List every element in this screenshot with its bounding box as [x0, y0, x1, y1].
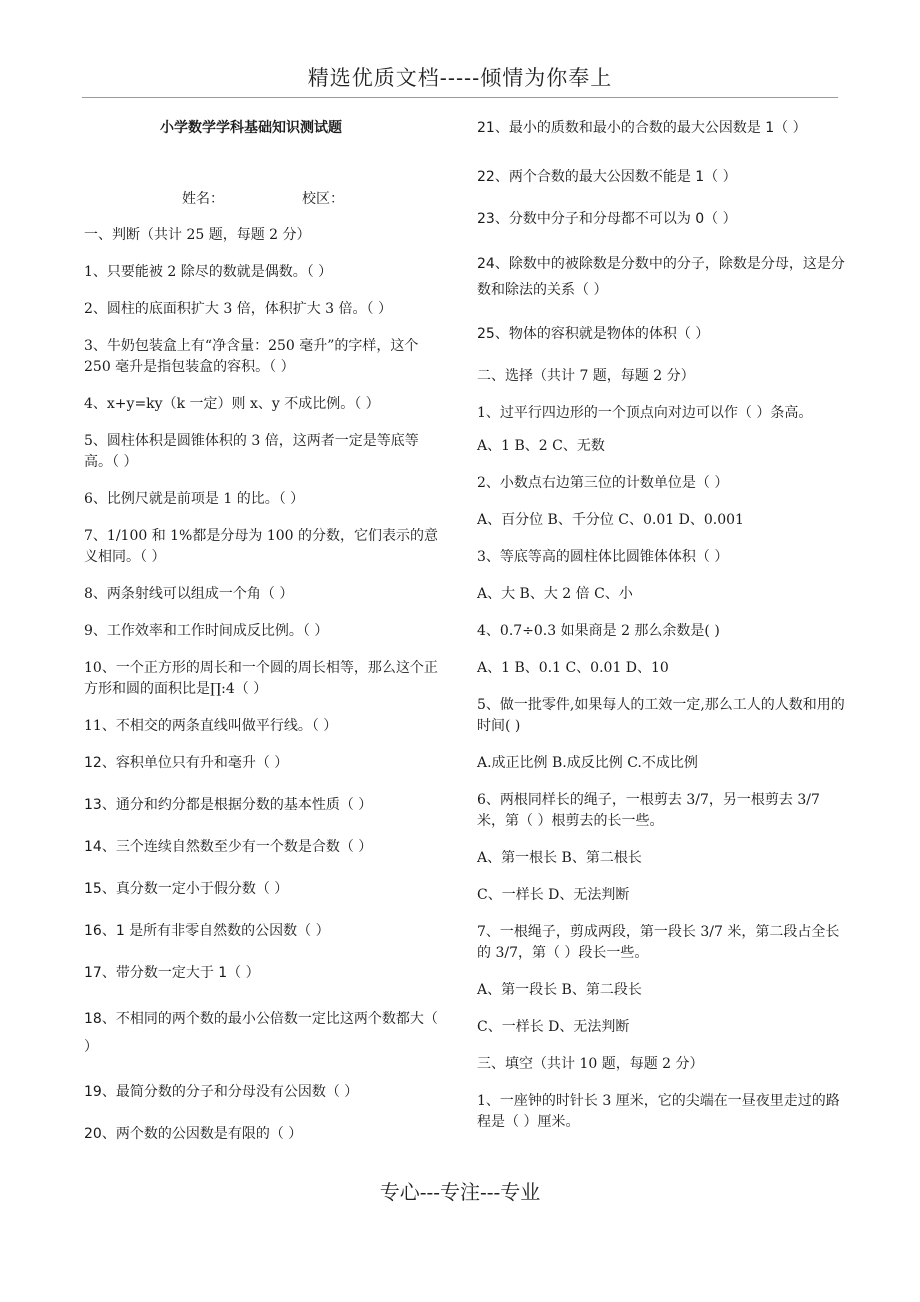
choice-options-7a: A、第一段长 B、第二段长 [477, 982, 642, 998]
question-10: 10、一个正方形的周长和一个圆的周长相等，那么这个正方形和圆的面积比是∏:4（ ） [84, 660, 438, 697]
question-22: 22、两个合数的最大公因数不能是 1（ ） [477, 169, 737, 185]
choice-question-3: 3、等底等高的圆柱体比圆锥体体积（ ） [477, 549, 729, 565]
question-16: 16、1 是所有非零自然数的公因数（ ） [84, 923, 330, 939]
question-2: 2、圆柱的底面积扩大 3 倍，体积扩大 3 倍。（ ） [84, 301, 392, 317]
question-14: 14、三个连续自然数至少有一个数是合数（ ） [84, 839, 373, 855]
question-15: 15、真分数一定小于假分数（ ） [84, 881, 289, 897]
test-title: 小学数学学科基础知识测试题 [160, 120, 342, 136]
fill-question-1: 1、一座钟的时针长 3 厘米，它的尖端在一昼夜里走过的路程是（ ）厘米。 [477, 1093, 840, 1130]
section-heading-judgment: 一、判断（共计 25 题，每题 2 分） [84, 227, 311, 243]
header-divider [82, 97, 838, 98]
choice-options-2: A、百分位 B、千分位 C、0.01 D、0.001 [477, 512, 744, 528]
question-18: 18、不相同的两个数的最小公倍数一定比这两个数都大（ ） [84, 1011, 438, 1055]
name-label: 姓名： [182, 191, 224, 207]
question-21: 21、最小的质数和最小的合数的最大公因数是 1（ ） [477, 120, 807, 136]
question-9: 9、工作效率和工作时间成反比例。（ ） [84, 623, 329, 639]
choice-options-1: A、1 B、2 C、无数 [477, 438, 605, 454]
right-column [477, 118, 845, 1133]
question-17: 17、带分数一定大于 1（ ） [84, 965, 260, 981]
choice-options-4: A、1 B、0.1 C、0.01 D、10 [477, 660, 669, 676]
question-23: 23、分数中分子和分母都不可以为 0（ ） [477, 211, 737, 227]
campus-label: 校区： [302, 191, 344, 207]
question-8: 8、两条射线可以组成一个角（ ） [84, 586, 294, 602]
choice-question-5: 5、做一批零件,如果每人的工效一定,那么工人的人数和用的时间( ) [477, 697, 845, 734]
choice-question-1: 1、过平行四边形的一个顶点向对边可以作（ ）条高。 [477, 405, 813, 421]
choice-options-7b: C、一样长 D、无法判断 [477, 1019, 630, 1035]
question-24: 24、除数中的被除数是分数中的分子，除数是分母，这是分数和除法的关系（ ） [477, 256, 845, 298]
question-1: 1、只要能被 2 除尽的数就是偶数。（ ） [84, 264, 333, 280]
question-25: 25、物体的容积就是物体的体积（ ） [477, 326, 710, 342]
document-footer: 专心---专注---专业 [379, 1180, 541, 1204]
question-4: 4、x+y=ky（k 一定）则 x、y 不成比例。（ ） [84, 396, 380, 412]
section-heading-choice: 二、选择（共计 7 题，每题 2 分） [477, 368, 695, 384]
left-column [84, 225, 446, 1145]
choice-question-7: 7、一根绳子，剪成两段，第一段长 3/7 米，第二段占全长的 3/7，第（ ）段长一些。 [477, 924, 840, 961]
question-11: 11、不相交的两条直线叫做平行线。（ ） [84, 718, 338, 734]
question-12: 12、容积单位只有升和毫升（ ） [84, 755, 289, 771]
question-7: 7、1/100 和 1%都是分母为 100 的分数，它们表示的意义相同。（ ） [84, 528, 438, 565]
choice-options-3: A、大 B、大 2 倍 C、小 [477, 586, 633, 602]
choice-question-4: 4、0.7÷0.3 如果商是 2 那么余数是( ) [477, 623, 720, 639]
choice-options-6b: C、一样长 D、无法判断 [477, 887, 630, 903]
choice-options-5: A.成正比例 B.成反比例 C.不成比例 [477, 755, 698, 771]
question-19: 19、最简分数的分子和分母没有公因数（ ） [84, 1084, 359, 1100]
choice-question-2: 2、小数点右边第三位的计数单位是（ ） [477, 475, 729, 491]
question-13: 13、通分和约分都是根据分数的基本性质（ ） [84, 797, 373, 813]
question-5: 5、圆柱体积是圆锥体积的 3 倍，这两者一定是等底等高。（ ） [84, 433, 419, 470]
question-3: 3、牛奶包装盒上有“净含量：250 毫升”的字样，这个 250 毫升是指包装盒的容积。（ ） [84, 338, 419, 375]
question-20: 20、两个数的公因数是有限的（ ） [84, 1126, 303, 1142]
choice-options-6a: A、第一根长 B、第二根长 [477, 850, 642, 866]
section-heading-fill: 三、填空（共计 10 题，每题 2 分） [477, 1056, 704, 1072]
choice-question-6: 6、两根同样长的绳子，一根剪去 3/7，另一根剪去 3/7 米，第（ ）根剪去的长一些。 [477, 792, 820, 829]
question-6: 6、比例尺就是前项是 1 的比。（ ） [84, 491, 305, 507]
document-header: 精选优质文档-----倾情为你奉上 [307, 66, 613, 90]
